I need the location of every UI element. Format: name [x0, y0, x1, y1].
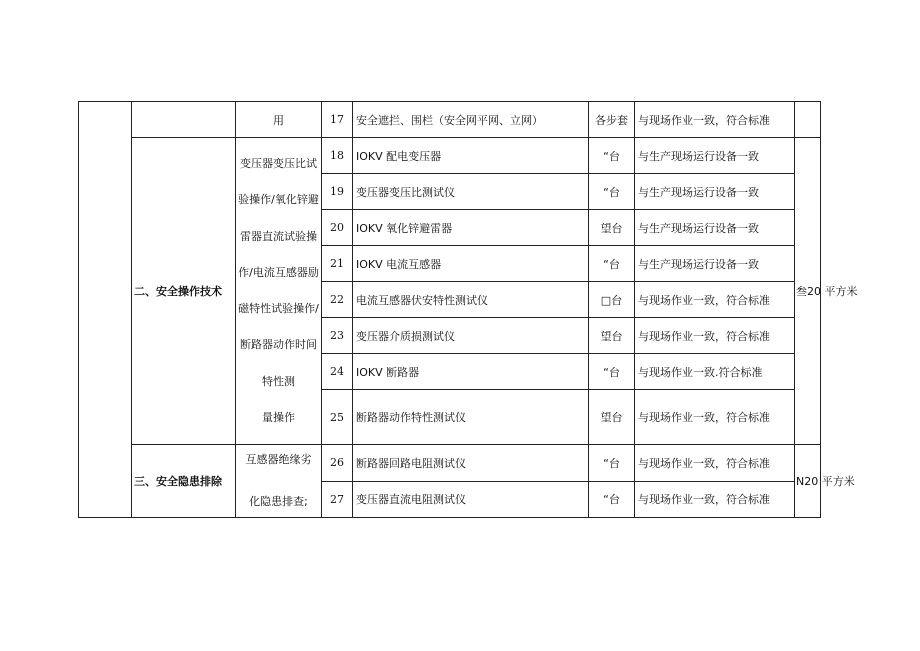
standard-cell: 与生产现场运行设备一致	[635, 210, 795, 246]
unit-cell: “台	[589, 481, 635, 518]
row-number: 18	[322, 138, 353, 174]
category-safety-operation: 二、安全操作技术	[132, 138, 236, 445]
subject-line: 量操作	[262, 410, 295, 424]
equipment-name: 断路器回路电阻测试仪	[353, 445, 589, 482]
subject-line: 作/电流互感器励	[238, 265, 319, 279]
table-row	[79, 445, 821, 482]
equipment-name: 安全遮拦、围栏（安全网平网、立网）	[353, 102, 589, 138]
unit-cell: 各步套	[589, 102, 635, 138]
standard-cell: 与现场作业一致.符合标准	[635, 354, 795, 390]
subject-line: 特性测	[262, 374, 295, 388]
equipment-name: 电流互感器伏安特性测试仪	[353, 282, 589, 318]
row-number: 23	[322, 318, 353, 354]
subject-line: 验操作/氧化锌避	[238, 193, 319, 207]
unit-cell: 望台	[589, 210, 635, 246]
standard-cell: 与现场作业一致，符合标准	[635, 318, 795, 354]
row-number: 27	[322, 481, 353, 518]
row-number: 24	[322, 354, 353, 390]
standard-cell: 与现场作业一致，符合标准	[635, 390, 795, 445]
unit-cell: □台	[589, 282, 635, 318]
table-row	[79, 102, 821, 138]
unit-cell: 望台	[589, 390, 635, 445]
row-number: 22	[322, 282, 353, 318]
subject-line: 变压器变压比试	[240, 157, 317, 170]
unit-cell: “台	[589, 246, 635, 282]
equipment-name: 变压器直流电阻测试仪	[353, 481, 589, 518]
table-row	[79, 138, 821, 174]
equipment-name: 变压器变压比测试仪	[353, 174, 589, 210]
standard-cell: 与生产现场运行设备一致	[635, 138, 795, 174]
subject-line: 断路器动作时间	[240, 338, 317, 352]
subject-safety-operation	[236, 138, 322, 445]
blank-left-column	[79, 102, 132, 518]
category-hazard-removal: 三、安全隐患排除	[132, 445, 236, 518]
standard-cell: 与现场作业一致，符合标准	[635, 481, 795, 518]
standard-cell: 与现场作业一致，符合标准	[635, 282, 795, 318]
row-number: 26	[322, 445, 353, 482]
subject-line: 互感器绝缘劣	[245, 453, 312, 466]
subject-cell: 用	[236, 102, 322, 138]
equipment-name: IOKV 氧化锌避雷器	[353, 210, 589, 246]
area-cell: 叁20 平方米	[795, 138, 821, 445]
area-cell-empty	[795, 102, 821, 138]
standard-cell: 与生产现场运行设备一致	[635, 246, 795, 282]
equipment-name: 变压器介质损测试仪	[353, 318, 589, 354]
standard-cell: 与生产现场运行设备一致	[635, 174, 795, 210]
standard-cell: 与现场作业一致，符合标准	[635, 445, 795, 482]
standard-cell: 与现场作业一致，符合标准	[635, 102, 795, 138]
unit-cell: “台	[589, 354, 635, 390]
unit-cell: “台	[589, 445, 635, 482]
equipment-table	[78, 101, 858, 518]
row-number: 19	[322, 174, 353, 210]
subject-line: 雷器直流试验操	[240, 229, 317, 243]
subject-hazard-removal	[236, 445, 322, 518]
unit-cell: “台	[589, 138, 635, 174]
equipment-name: 断路器动作特性测试仪	[353, 390, 589, 445]
category-cell-empty	[132, 102, 236, 138]
row-number: 17	[322, 102, 353, 138]
unit-cell: 望台	[589, 318, 635, 354]
equipment-name: IOKV 配电变压器	[353, 138, 589, 174]
area-cell: N20 平方米	[795, 445, 821, 518]
row-number: 20	[322, 210, 353, 246]
unit-cell: “台	[589, 174, 635, 210]
row-number: 21	[322, 246, 353, 282]
subject-line: 磁特性试验操作/	[238, 302, 319, 316]
subject-line: 化隐患排查;	[249, 495, 308, 508]
equipment-name: IOKV 断路器	[353, 354, 589, 390]
row-number: 25	[322, 390, 353, 445]
equipment-name: IOKV 电流互感器	[353, 246, 589, 282]
